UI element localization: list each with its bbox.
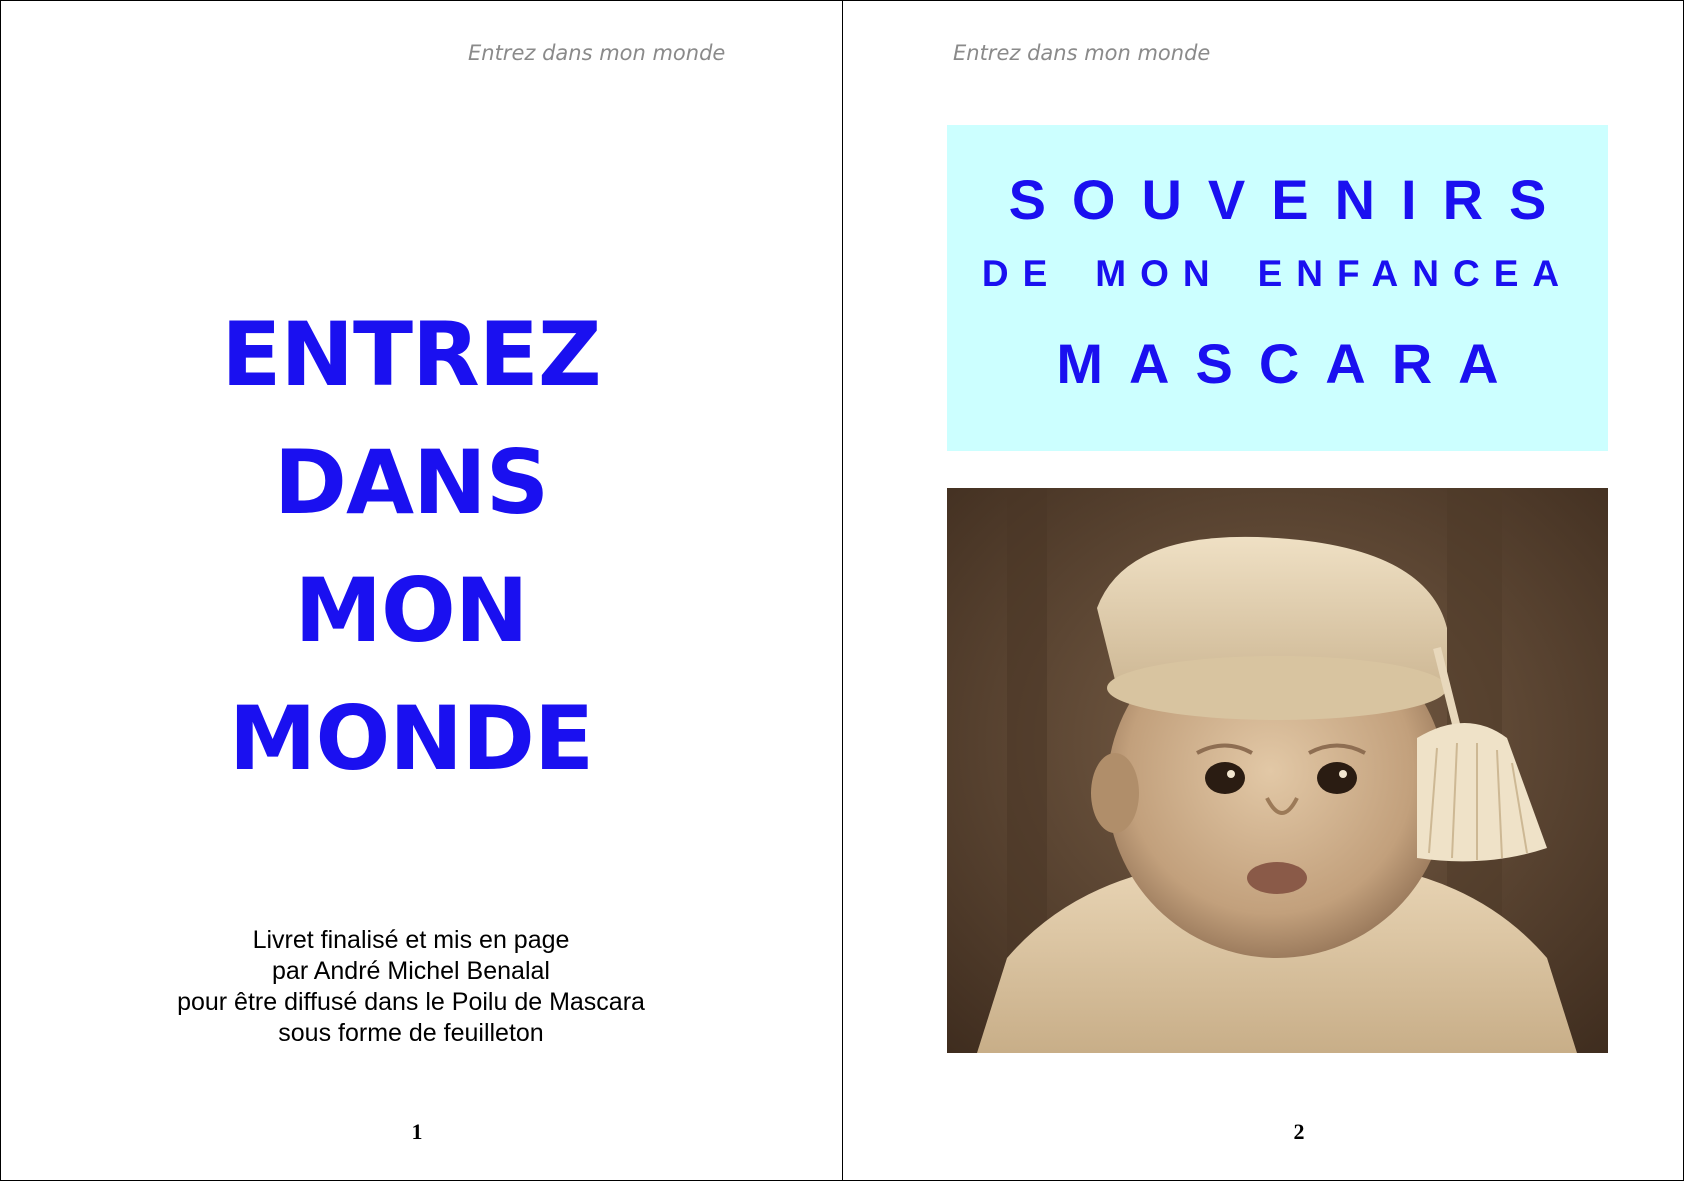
cover-title-box (947, 125, 1608, 451)
page-2 (842, 0, 1684, 1181)
credits-line: sous forme de feuilleton (278, 1019, 544, 1047)
title-line: MONDE (228, 687, 594, 790)
title-line: ENTREZ (221, 303, 601, 406)
page-number: 2 (1293, 1119, 1305, 1144)
baby-portrait-photo (947, 488, 1608, 1053)
credits-line: par André Michel Benalal (272, 957, 550, 985)
subtitle-word: DE (981, 253, 1062, 294)
cover-subtitle-line (947, 253, 1608, 295)
running-header: Entrez dans mon monde (953, 41, 1211, 65)
subtitle-word: ENFANCE (1257, 253, 1533, 294)
book-title (151, 291, 671, 803)
page-number: 1 (411, 1119, 423, 1144)
credits-block (101, 925, 721, 1049)
credits-line: Livret finalisé et mis en page (252, 926, 570, 954)
credits-line: pour être diffusé dans le Poilu de Mascara (177, 988, 645, 1016)
subtitle-word: MON (1095, 253, 1224, 294)
cover-title-line: MASCARA (1056, 332, 1525, 395)
title-line: MON (294, 559, 528, 662)
subtitle-word: A (1532, 253, 1574, 294)
title-line: DANS (273, 431, 549, 534)
running-header: Entrez dans mon monde (468, 41, 726, 65)
cover-title-line: SOUVENIRS (1008, 168, 1573, 231)
